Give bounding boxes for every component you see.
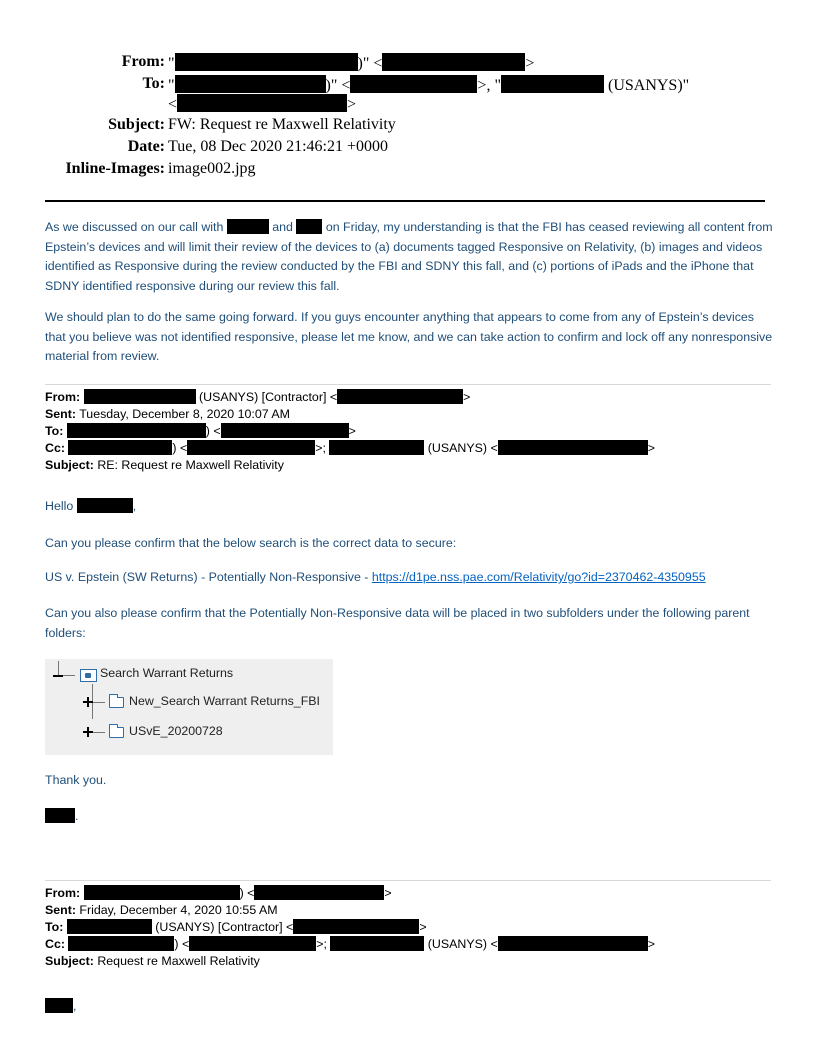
search-name: US v. Epstein (SW Returns) - Potentially Non-Responsive -	[45, 570, 372, 584]
tree-root-label: Search Warrant Returns	[100, 666, 234, 680]
text-fragment: <	[168, 96, 178, 113]
expand-icon	[83, 697, 93, 707]
redaction-block	[187, 440, 315, 455]
text-fragment: Hello	[45, 499, 77, 513]
message2-paragraph1: Can you please confirm that the below search is the correct data to secure:	[45, 536, 457, 550]
collapse-icon	[53, 671, 63, 681]
header-date-value: Tue, 08 Dec 2020 21:46:21 +0000	[168, 138, 388, 155]
message2-to-row	[45, 423, 356, 440]
tree-line	[93, 732, 105, 733]
redaction-block	[45, 998, 73, 1013]
quote: "	[168, 77, 175, 94]
header-to-label: To:	[142, 75, 165, 92]
message2-cc-row	[45, 440, 655, 457]
message1-paragraph2: We should plan to do the same going forward. If you guys encounter anything that appears to come from any of Epstein’s devices that you believe was not identified responsive, please let me know, and we can take action to confirm and lock off any nonresponsive material from review.	[45, 310, 773, 363]
text-fragment: ) <	[239, 886, 255, 900]
redaction-block	[337, 389, 463, 404]
redaction-block	[67, 423, 206, 438]
folder-tree-image	[45, 659, 333, 755]
message2-search-line	[45, 568, 773, 588]
message3-sent-label: Sent:	[45, 903, 76, 917]
text-fragment: ,	[132, 499, 137, 513]
message2-sent-value: Tuesday, December 8, 2020 10:07 AM	[75, 407, 290, 421]
message3-subject-label: Subject:	[45, 954, 94, 968]
redaction-block	[350, 75, 477, 93]
message2-paragraph2: Can you also please confirm that the Potentially Non-Responsive data will be placed in two subfolders under the following parent folders:	[45, 606, 750, 640]
text-fragment: >, "	[477, 77, 501, 94]
message3-cc-row	[45, 936, 655, 953]
message2-from-label: From:	[45, 390, 81, 404]
message3-subject-value: Request re Maxwell Relativity	[93, 954, 260, 968]
text-fragment: (USANYS) <	[424, 937, 498, 951]
text-fragment: on Friday, my understanding is that the FBI has ceased reviewing all content from Epstein’s devices and will limit their review of the devices to (a) documents tagged Responsive on Relativity, (b) images and videos identified as Responsive during the review conducted by the FBI and SDNY this fall, and (c) portions of iPads and the iPhone that SDNY identified responsive during our review this fall.	[45, 220, 773, 293]
redaction-block	[382, 53, 525, 71]
message-separator	[45, 880, 771, 881]
text-fragment: >	[419, 920, 427, 934]
message3-from-row	[45, 885, 392, 902]
text-fragment: ) <	[174, 937, 190, 951]
redaction-block	[293, 919, 419, 934]
text-fragment: (USANYS) [Contractor] <	[195, 390, 338, 404]
redaction-block	[68, 936, 174, 951]
text-fragment: ) <	[205, 424, 221, 438]
expand-icon	[83, 727, 93, 737]
message3-sent-row	[45, 902, 278, 919]
redaction-block	[77, 498, 133, 513]
text-fragment: and	[268, 220, 297, 234]
message3-sent-value: Friday, December 4, 2020 10:55 AM	[75, 903, 278, 917]
message-separator	[45, 384, 771, 385]
text-fragment: >	[347, 96, 357, 113]
message2-subject-row	[45, 457, 284, 474]
redaction-block	[498, 936, 648, 951]
message3-cc-label: Cc:	[45, 937, 65, 951]
folder-icon	[109, 727, 124, 738]
redaction-block	[68, 440, 172, 455]
redaction-block	[175, 75, 326, 93]
header-divider	[45, 200, 765, 202]
redaction-block	[254, 885, 384, 900]
header-subject-value: FW: Request re Maxwell Relativity	[168, 116, 396, 133]
message2-subject-label: Subject:	[45, 458, 94, 472]
header-inline-images-value: image002.jpg	[168, 160, 256, 177]
redaction-block	[189, 936, 316, 951]
redaction-block	[296, 219, 322, 234]
text-fragment: >;	[315, 441, 330, 455]
text-fragment: .	[75, 809, 79, 823]
folder-icon	[109, 697, 124, 708]
message3-greeting	[45, 997, 773, 1017]
text-fragment: ) <	[172, 441, 188, 455]
locked-folder-icon	[80, 669, 97, 682]
text-fragment: >	[647, 441, 655, 455]
text-fragment: >	[384, 886, 392, 900]
redaction-block	[84, 885, 240, 900]
message2-thanks: Thank you.	[45, 773, 107, 787]
redaction-block	[501, 75, 604, 93]
message1-paragraph1	[45, 218, 773, 296]
redaction-block	[498, 440, 648, 455]
message2-cc-label: Cc:	[45, 441, 65, 455]
quote: "	[168, 55, 175, 72]
text-fragment: (USANYS)"	[603, 77, 690, 94]
text-fragment: >;	[316, 937, 331, 951]
header-inline-images-label: Inline-Images:	[65, 160, 165, 177]
text-fragment: As we discussed on our call with	[45, 220, 227, 234]
redaction-block	[177, 94, 347, 112]
text-fragment: ,	[73, 999, 77, 1013]
redaction-block	[221, 423, 349, 438]
tree-line	[93, 702, 105, 703]
text-fragment: >	[463, 390, 471, 404]
redaction-block	[329, 440, 424, 455]
tree-line	[63, 675, 75, 676]
text-fragment: )" <	[357, 55, 383, 72]
redaction-block	[84, 389, 196, 404]
redaction-block	[67, 919, 152, 934]
text-fragment: >	[525, 55, 535, 72]
redaction-block	[175, 53, 358, 71]
message3-subject-row	[45, 953, 260, 970]
message2-sent-row	[45, 406, 290, 423]
header-from-label: From:	[121, 53, 165, 70]
message2-signature	[45, 807, 773, 827]
redaction-block	[45, 808, 75, 823]
text-fragment: (USANYS) <	[424, 441, 498, 455]
redaction-block	[330, 936, 424, 951]
message2-to-label: To:	[45, 424, 64, 438]
message2-subject-value: RE: Request re Maxwell Relativity	[93, 458, 284, 472]
text-fragment: >	[348, 424, 356, 438]
message2-from-row	[45, 389, 470, 406]
header-date-label: Date:	[127, 138, 165, 155]
tree-child2-label: USvE_20200728	[129, 724, 223, 738]
relativity-search-link[interactable]: https://d1pe.nss.pae.com/Relativity/go?id=2370462-4350955	[371, 570, 706, 584]
text-fragment: >	[647, 937, 655, 951]
message2-sent-label: Sent:	[45, 407, 76, 421]
redaction-block	[227, 219, 269, 234]
tree-child1-label: New_Search Warrant Returns_FBI	[129, 694, 320, 708]
message3-to-label: To:	[45, 920, 64, 934]
message3-from-label: From:	[45, 886, 81, 900]
text-fragment: (USANYS) [Contractor] <	[151, 920, 294, 934]
message3-to-row	[45, 919, 427, 936]
header-subject-label: Subject:	[108, 116, 165, 133]
text-fragment: )" <	[325, 77, 351, 94]
message2-greeting	[45, 497, 773, 517]
